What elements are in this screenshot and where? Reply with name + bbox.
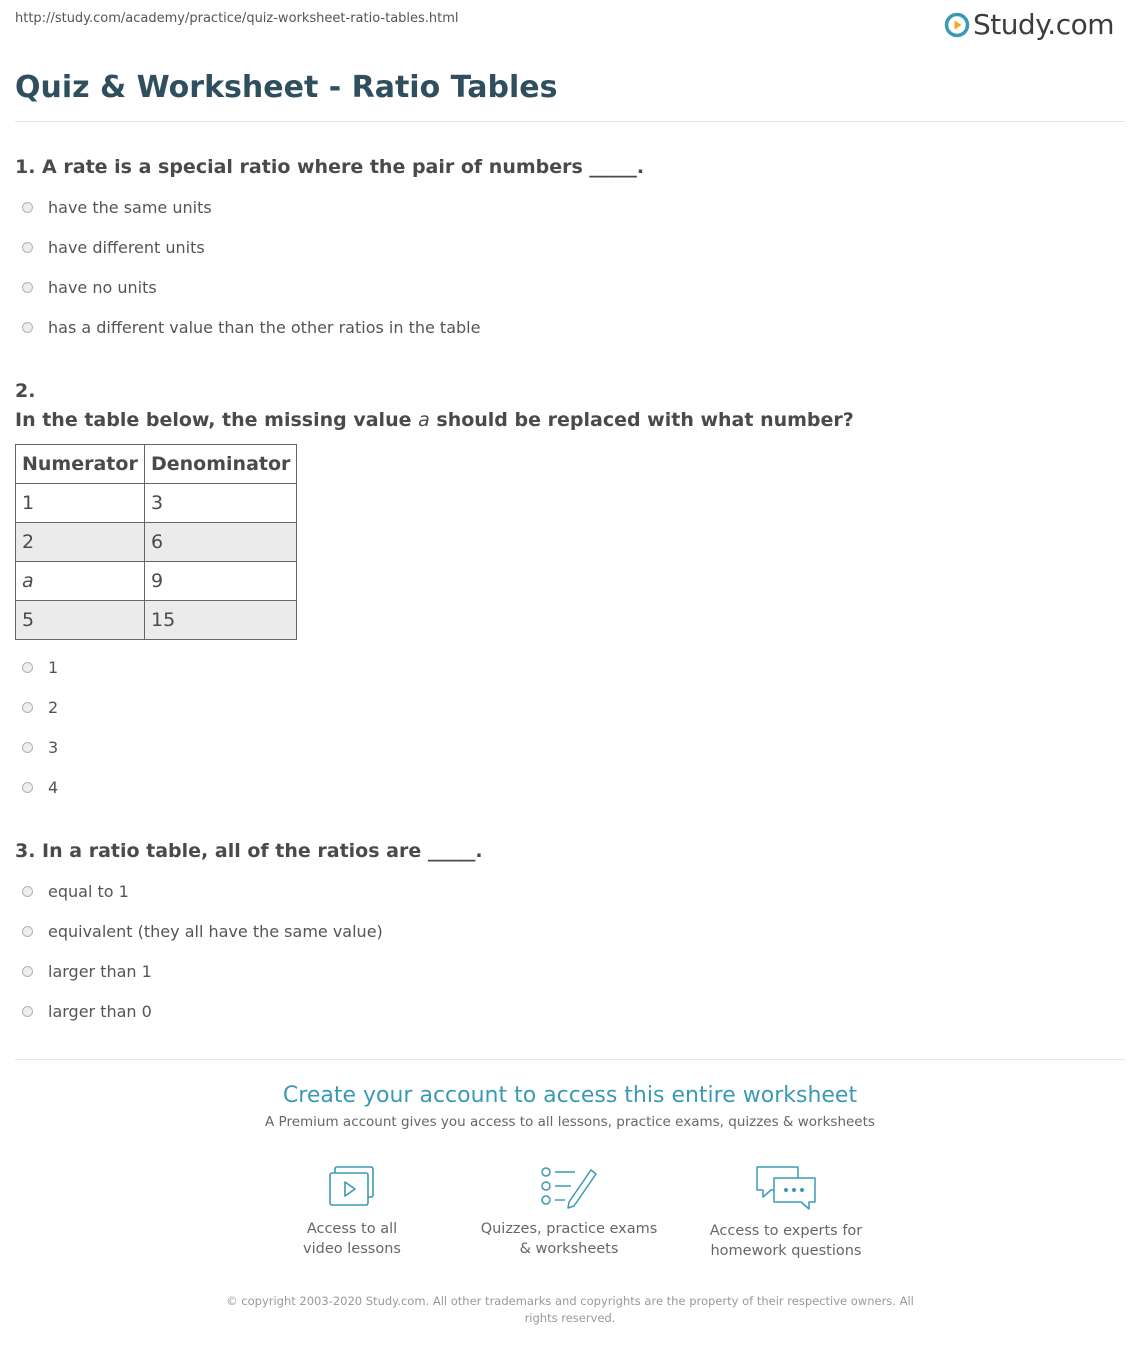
q1-option-4[interactable] (22, 318, 480, 337)
radio-button[interactable] (22, 242, 33, 253)
logo-text: Study.com (972, 8, 1114, 41)
option-label: 3 (48, 738, 59, 757)
feature-video-lessons (252, 1164, 452, 1259)
q1-option-1[interactable] (22, 198, 212, 217)
table-header: Denominator (145, 445, 297, 484)
ratio-table (15, 444, 297, 640)
premium-description: A Premium account gives you access to all lessons, practice exams, quizzes & worksheets (265, 1114, 875, 1130)
radio-button[interactable] (22, 782, 33, 793)
copyright: © copyright 2003-2020 Study.com. All other trademarks and copyrights are the property of their respective owners. All rights reserved. (226, 1294, 914, 1325)
feature-label: Quizzes, practice exams & worksheets (480, 1221, 658, 1257)
chat-bubbles-icon (754, 1164, 818, 1212)
radio-button[interactable] (22, 742, 33, 753)
table-header: Numerator (16, 445, 145, 484)
q2-option-1[interactable] (22, 658, 58, 677)
option-label: have no units (48, 278, 157, 297)
radio-button[interactable] (22, 202, 33, 213)
q1-option-3[interactable] (22, 278, 157, 297)
option-label: equivalent (they all have the same value) (48, 922, 383, 941)
q2-text-before: In the table below, the missing value (15, 409, 419, 431)
option-label: have different units (48, 238, 205, 257)
table-cell: 15 (145, 601, 297, 640)
radio-button[interactable] (22, 1006, 33, 1017)
study-logo[interactable] (944, 8, 1114, 41)
q2-option-4[interactable] (22, 778, 58, 797)
q2-text-after: should be replaced with what number? (429, 409, 854, 431)
table-cell: a (16, 562, 145, 601)
option-label: 1 (48, 658, 59, 677)
table-row (16, 562, 297, 601)
table-cell: 2 (16, 523, 145, 562)
question-2-number: 2. (15, 380, 36, 402)
table-cell: 3 (145, 484, 297, 523)
play-circle-icon (944, 12, 970, 38)
feature-experts (686, 1164, 886, 1261)
q3-option-1[interactable] (22, 882, 129, 901)
table-header-row (16, 445, 297, 484)
table-cell: 1 (16, 484, 145, 523)
table-cell: 9 (145, 562, 297, 601)
question-1: 1. A rate is a special ratio where the pair of numbers _____. (15, 156, 645, 178)
video-lessons-icon (326, 1164, 378, 1210)
quiz-checklist-icon (539, 1164, 599, 1210)
q3-option-4[interactable] (22, 1002, 152, 1021)
option-label: have the same units (48, 198, 212, 217)
q2-variable: a (418, 409, 430, 431)
radio-button[interactable] (22, 282, 33, 293)
table-row (16, 484, 297, 523)
option-label: 2 (48, 698, 59, 717)
option-label: larger than 0 (48, 1002, 152, 1021)
q2-option-3[interactable] (22, 738, 58, 757)
radio-button[interactable] (22, 702, 33, 713)
option-label: 4 (48, 778, 59, 797)
question-3: 3. In a ratio table, all of the ratios are _____. (15, 840, 483, 862)
divider (15, 1059, 1125, 1060)
radio-button[interactable] (22, 322, 33, 333)
option-label: equal to 1 (48, 882, 129, 901)
page-url: http://study.com/academy/practice/quiz-worksheet-ratio-tables.html (15, 11, 459, 26)
page-title: Quiz & Worksheet - Ratio Tables (15, 70, 558, 105)
table-cell: 6 (145, 523, 297, 562)
option-label: larger than 1 (48, 962, 152, 981)
divider (15, 121, 1125, 122)
q2-option-2[interactable] (22, 698, 58, 717)
radio-button[interactable] (22, 886, 33, 897)
q3-option-2[interactable] (22, 922, 383, 941)
radio-button[interactable] (22, 926, 33, 937)
create-account-link[interactable]: Create your account to access this entire worksheet (282, 1083, 858, 1108)
q1-option-2[interactable] (22, 238, 205, 257)
feature-label: Access to experts for homework questions (709, 1223, 863, 1259)
option-label: has a different value than the other ratios in the table (48, 318, 481, 337)
radio-button[interactable] (22, 662, 33, 673)
feature-label: Access to all video lessons (303, 1221, 401, 1257)
table-row (16, 601, 297, 640)
radio-button[interactable] (22, 966, 33, 977)
table-row (16, 523, 297, 562)
q3-option-3[interactable] (22, 962, 152, 981)
feature-quizzes (469, 1164, 669, 1259)
table-cell: 5 (16, 601, 145, 640)
question-2-text (15, 409, 854, 431)
